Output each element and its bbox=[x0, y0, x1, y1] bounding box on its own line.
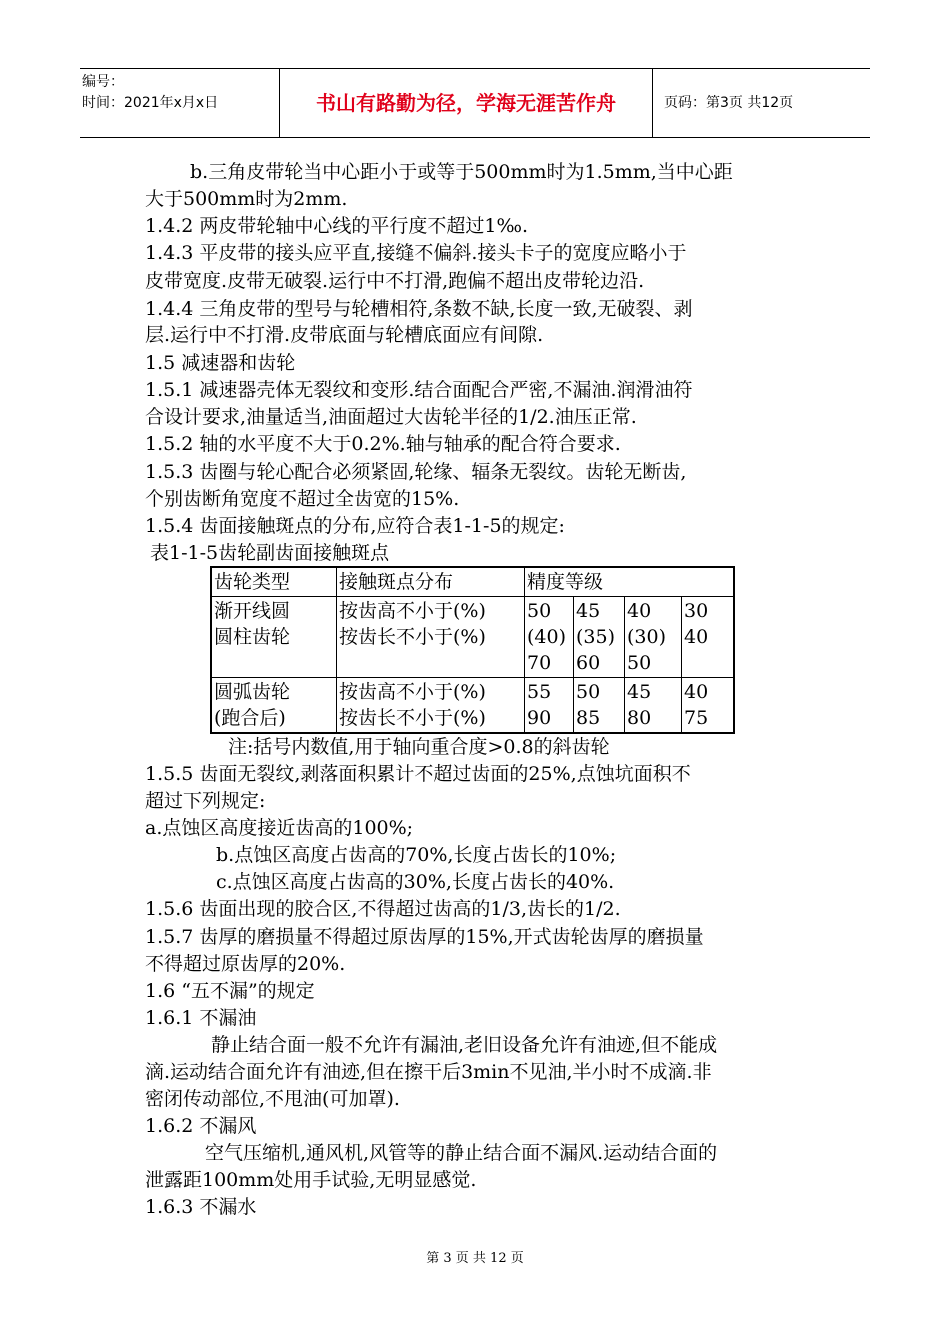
text-line: 大于500mm时为2mm. bbox=[145, 188, 348, 210]
cell-line: 55 bbox=[527, 681, 552, 703]
text-line: b.点蚀区高度占齿高的70%,长度占齿长的10%; bbox=[216, 844, 617, 866]
cell-line: 75 bbox=[684, 707, 709, 729]
text-line: 密闭传动部位,不甩油(可加罩). bbox=[145, 1088, 400, 1110]
text-line: b.三角皮带轮当中心距小于或等于500mm时为1.5mm,当中心距 bbox=[190, 161, 733, 183]
text-line: 1.5.3 齿圈与轮心配合必须紧固,轮缘、辐条无裂纹。齿轮无断齿, bbox=[145, 461, 687, 483]
cell-line: 圆柱齿轮 bbox=[214, 626, 291, 648]
table-row bbox=[211, 597, 734, 678]
document-number-label: 编号： bbox=[82, 74, 124, 90]
cell-line: (30) bbox=[627, 626, 667, 648]
text-line: 层.运行中不打滑.皮带底面与轮槽底面应有间隙. bbox=[145, 324, 544, 346]
cell-line: 按齿长不小于(%) bbox=[339, 626, 486, 648]
text-line: 1.6.1 不漏油 bbox=[145, 1007, 257, 1029]
text-line: 1.5.4 齿面接触斑点的分布,应符合表1-1-5的规定: bbox=[145, 515, 565, 537]
table-cell bbox=[337, 597, 525, 678]
text-line: a.点蚀区高度接近齿高的100%; bbox=[145, 817, 414, 839]
header-meta bbox=[80, 69, 280, 137]
text-line: 个别齿断角宽度不超过全齿宽的15%. bbox=[145, 488, 460, 510]
text-line: 静止结合面一般不允许有漏油,老旧设备允许有油迹,但不能成 bbox=[211, 1034, 718, 1056]
text-line: 1.6.2 不漏风 bbox=[145, 1115, 257, 1137]
cell-line: 50 bbox=[527, 600, 552, 622]
header-motto: 书山有路勤为径，学海无涯苦作舟 bbox=[280, 69, 653, 137]
text-line: 1.4.2 两皮带轮轴中心线的平行度不超过1‰. bbox=[145, 215, 529, 237]
cell-line: 50 bbox=[627, 652, 652, 674]
text-line: 滴.运动结合面允许有油迹,但在擦干后3min不见油,半小时不成滴.非 bbox=[145, 1061, 712, 1083]
table-cell bbox=[625, 597, 682, 678]
text-line: 合设计要求,油量适当,油面超过大齿轮半径的1/2.油压正常. bbox=[145, 406, 637, 428]
table-row bbox=[211, 678, 734, 734]
section-heading: 1.5 减速器和齿轮 bbox=[145, 352, 296, 374]
table-header-cell: 精度等级 bbox=[525, 567, 735, 597]
cell-line: 60 bbox=[576, 652, 601, 674]
text-line: 1.6.3 不漏水 bbox=[145, 1196, 257, 1218]
table-caption: 表1-1-5齿轮副齿面接触斑点 bbox=[150, 542, 390, 564]
table-cell bbox=[525, 678, 574, 734]
text-line: 不得超过原齿厚的20%. bbox=[145, 953, 346, 975]
contact-spot-table bbox=[210, 566, 735, 734]
text-line: 1.5.2 轴的水平度不大于0.2%.轴与轴承的配合符合要求. bbox=[145, 433, 621, 455]
cell-line: 40 bbox=[684, 626, 709, 648]
cell-line: 渐开线圆 bbox=[214, 600, 291, 622]
cell-line: 40 bbox=[627, 600, 652, 622]
table-cell bbox=[625, 678, 682, 734]
cell-line: 按齿长不小于(%) bbox=[339, 707, 486, 729]
text-line: 空气压缩机,通风机,风管等的静止结合面不漏风.运动结合面的 bbox=[205, 1142, 718, 1164]
table-cell bbox=[337, 678, 525, 734]
document-time-label: 时间：2021年x月x日 bbox=[82, 95, 219, 111]
text-line: 1.4.4 三角皮带的型号与轮槽相符,条数不缺,长度一致,无破裂、剥 bbox=[145, 298, 693, 320]
cell-line: 按齿高不小于(%) bbox=[339, 600, 486, 622]
text-line: 泄露距100mm处用手试验,无明显感觉. bbox=[145, 1169, 477, 1191]
cell-line: 45 bbox=[576, 600, 601, 622]
cell-line: 按齿高不小于(%) bbox=[339, 681, 486, 703]
table-cell bbox=[574, 597, 625, 678]
text-line: 超过下列规定: bbox=[145, 790, 266, 812]
table-cell bbox=[682, 678, 735, 734]
table-header-cell: 齿轮类型 bbox=[211, 567, 337, 597]
table-cell bbox=[574, 678, 625, 734]
section-heading: 1.6 “五不漏”的规定 bbox=[145, 980, 315, 1002]
text-line: 1.5.1 减速器壳体无裂纹和变形.结合面配合严密,不漏油.润滑油符 bbox=[145, 379, 693, 401]
header-page-info: 页码：第3页 共12页 bbox=[664, 95, 794, 111]
text-line: 皮带宽度.皮带无破裂.运行中不打滑,跑偏不超出皮带轮边沿. bbox=[145, 270, 645, 292]
table-cell bbox=[525, 597, 574, 678]
page-footer: 第 3 页 共 12 页 bbox=[426, 1251, 524, 1266]
text-line: c.点蚀区高度占齿高的30%,长度占齿长的40%. bbox=[216, 871, 615, 893]
cell-line: (跑合后) bbox=[214, 707, 286, 729]
table-header-cell: 接触斑点分布 bbox=[337, 567, 525, 597]
page-header bbox=[80, 68, 870, 138]
table-cell bbox=[211, 597, 337, 678]
cell-line: 圆弧齿轮 bbox=[214, 681, 291, 703]
text-line: 1.5.6 齿面出现的胶合区,不得超过齿高的1/3,齿长的1/2. bbox=[145, 898, 621, 920]
cell-line: (35) bbox=[576, 626, 616, 648]
cell-line: (40) bbox=[527, 626, 567, 648]
table-header-row bbox=[211, 567, 734, 597]
cell-line: 90 bbox=[527, 707, 552, 729]
cell-line: 45 bbox=[627, 681, 652, 703]
text-line: 1.4.3 平皮带的接头应平直,接缝不偏斜.接头卡子的宽度应略小于 bbox=[145, 242, 687, 264]
text-line: 1.5.7 齿厚的磨损量不得超过原齿厚的15%,开式齿轮齿厚的磨损量 bbox=[145, 926, 704, 948]
table-note: 注:括号内数值,用于轴向重合度>0.8的斜齿轮 bbox=[228, 736, 610, 758]
cell-line: 80 bbox=[627, 707, 652, 729]
cell-line: 70 bbox=[527, 652, 552, 674]
text-line: 1.5.5 齿面无裂纹,剥落面积累计不超过齿面的25%,点蚀坑面积不 bbox=[145, 763, 691, 785]
cell-line: 40 bbox=[684, 681, 709, 703]
cell-line: 50 bbox=[576, 681, 601, 703]
table-cell bbox=[211, 678, 337, 734]
cell-line: 85 bbox=[576, 707, 601, 729]
table-cell bbox=[682, 597, 735, 678]
cell-line: 30 bbox=[684, 600, 709, 622]
